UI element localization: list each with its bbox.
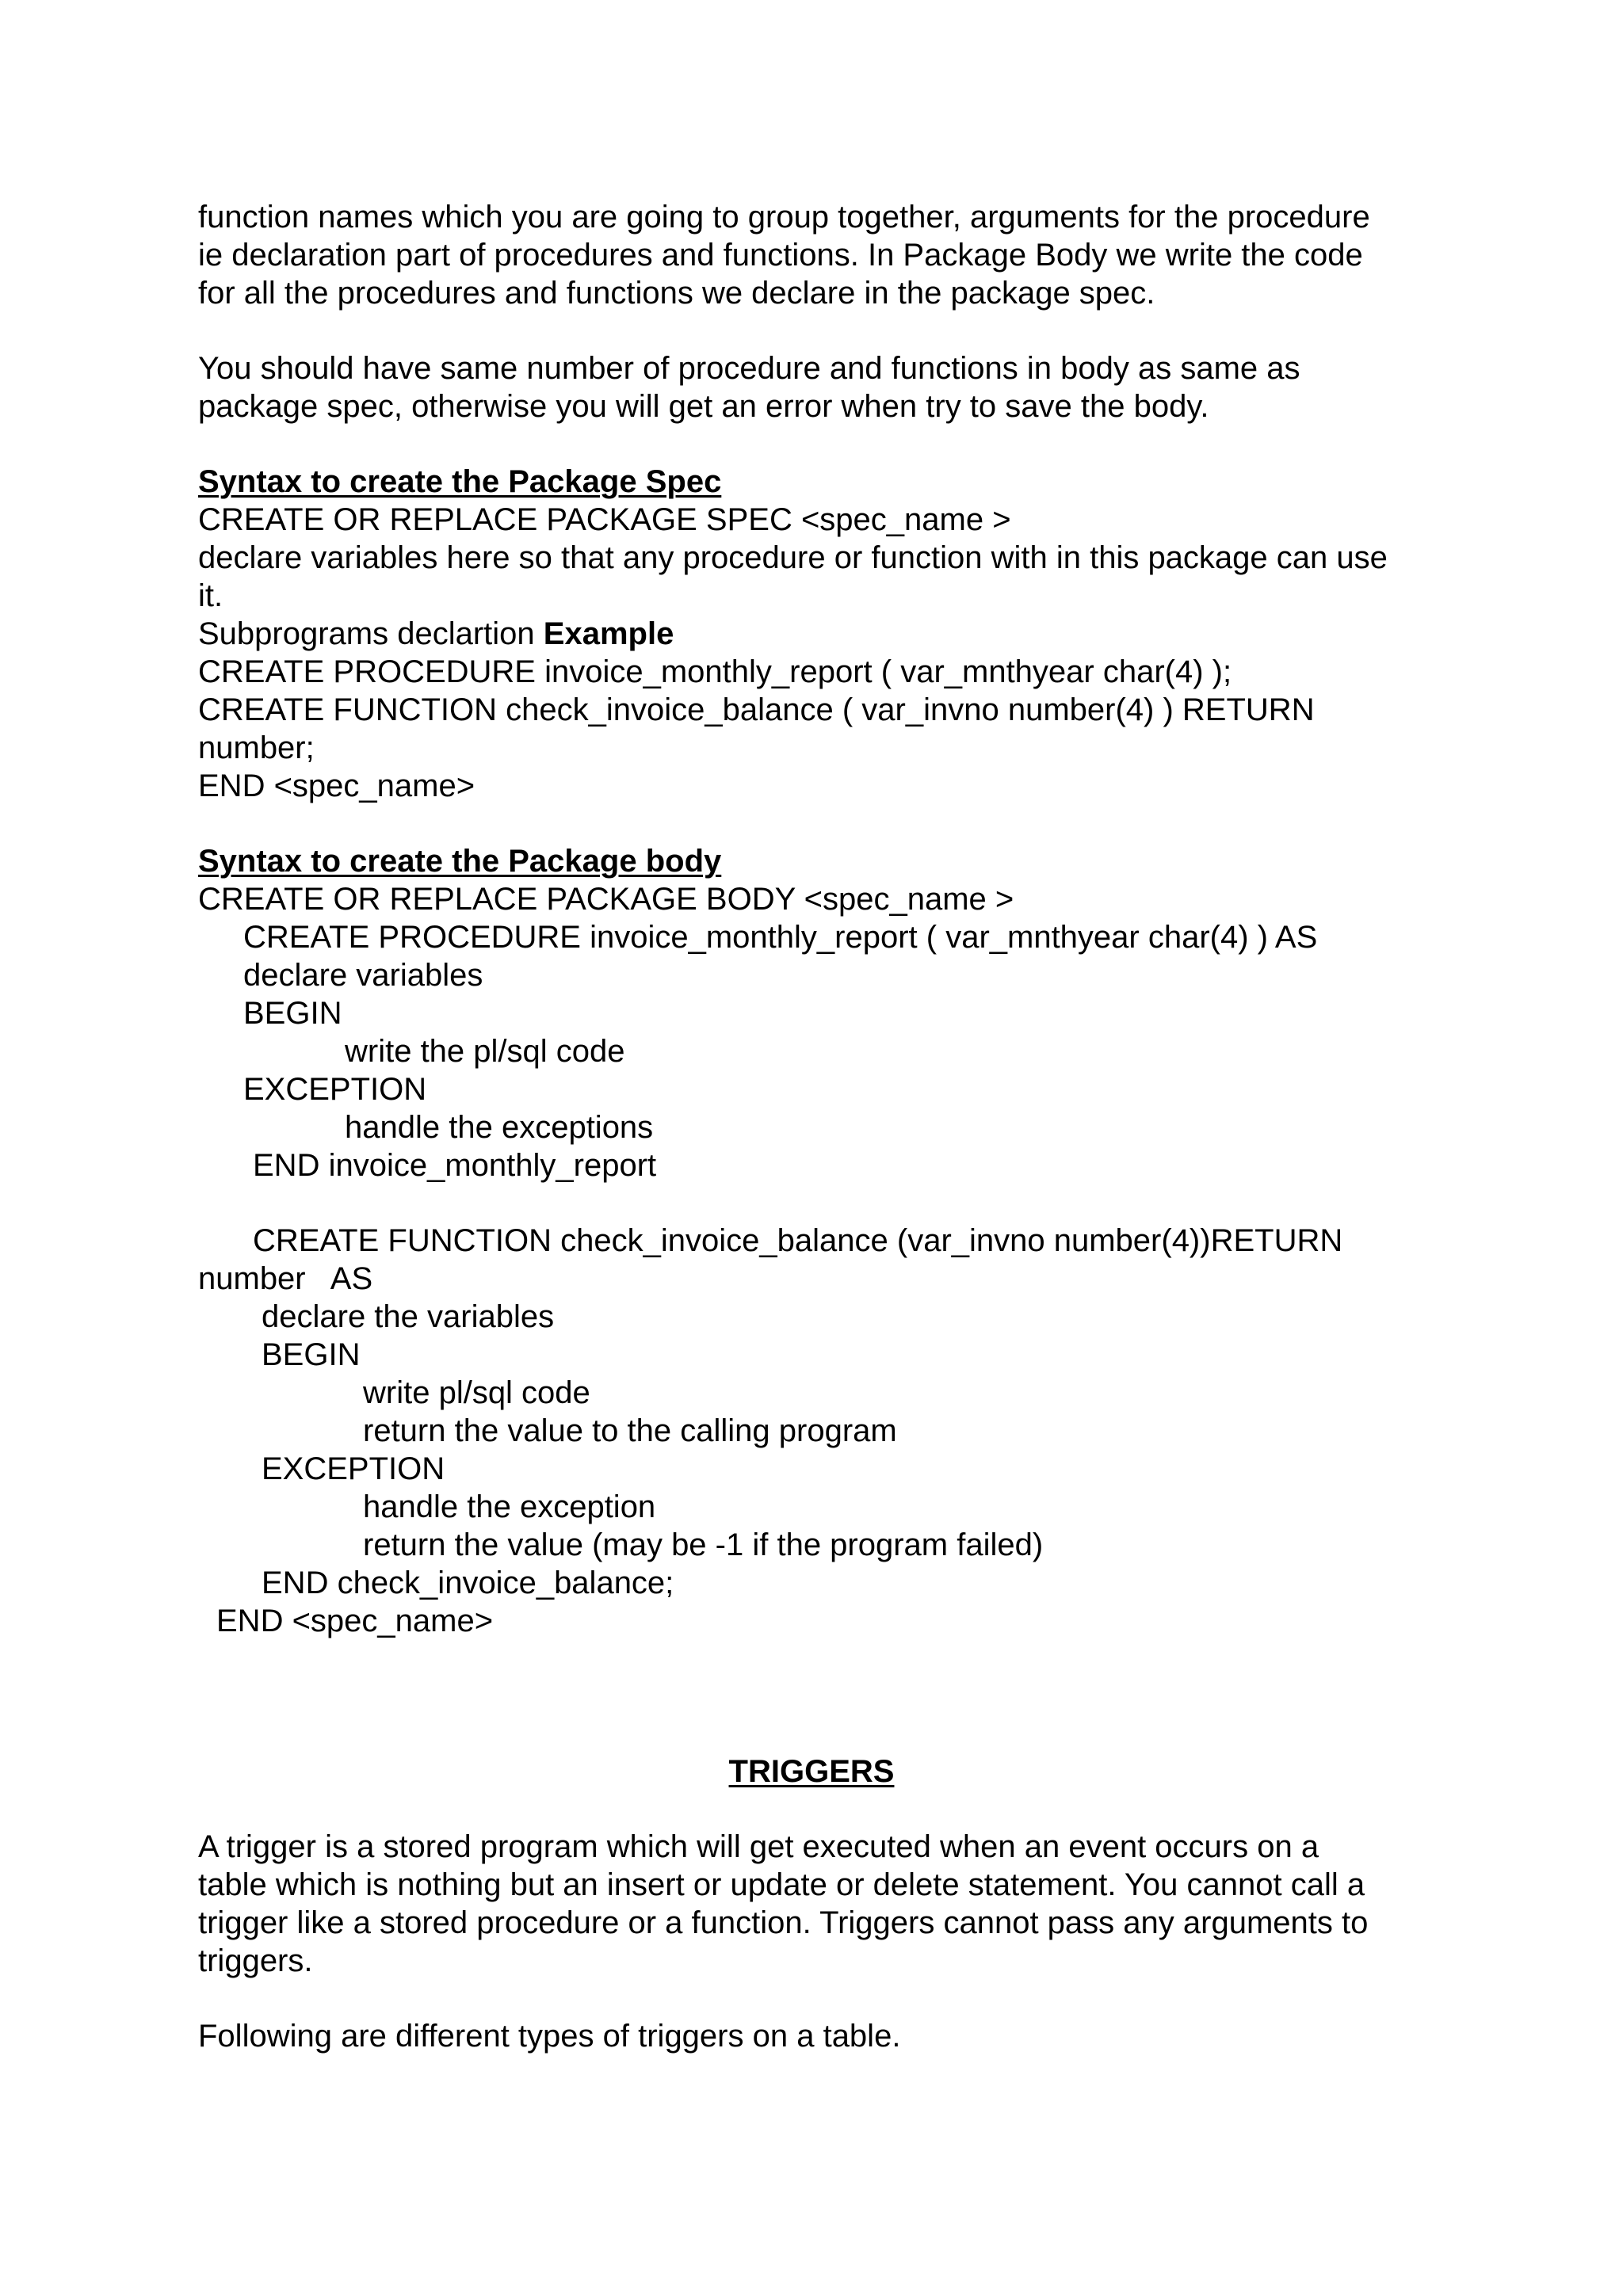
body-line: CREATE FUNCTION check_invoice_balance (var_invno number(4))RETURN bbox=[253, 1223, 1343, 1258]
body-line: EXCEPTION bbox=[262, 1451, 445, 1486]
triggers-line: trigger like a stored procedure or a function. Triggers cannot pass any arguments to bbox=[198, 1905, 1369, 1940]
body-line: EXCEPTION bbox=[243, 1072, 427, 1107]
body-line: number AS bbox=[198, 1261, 373, 1296]
body-line: END check_invoice_balance; bbox=[262, 1566, 674, 1600]
intro-line: function names which you are going to group together, arguments for the procedure bbox=[198, 200, 1370, 235]
body-line: END <spec_name> bbox=[216, 1604, 494, 1638]
spec-line: it. bbox=[198, 578, 223, 613]
spec-example-label: Example bbox=[543, 616, 674, 651]
body-line: write pl/sql code bbox=[363, 1375, 590, 1410]
spec-heading: Syntax to create the Package Spec bbox=[198, 464, 722, 499]
intro-line: You should have same number of procedure and functions in body as same as bbox=[198, 351, 1300, 386]
intro-line: package spec, otherwise you will get an error when try to save the body. bbox=[198, 389, 1209, 424]
body-line: write the pl/sql code bbox=[345, 1034, 625, 1069]
body-line: handle the exception bbox=[363, 1489, 656, 1524]
body-line: CREATE PROCEDURE invoice_monthly_report ( var_mnthyear char(4) ) AS bbox=[243, 920, 1318, 955]
body-heading: Syntax to create the Package body bbox=[198, 844, 722, 879]
spec-line: CREATE FUNCTION check_invoice_balance ( var_invno number(4) ) RETURN bbox=[198, 692, 1315, 727]
triggers-line: A trigger is a stored program which will get executed when an event occurs on a bbox=[198, 1829, 1319, 1864]
body-line: return the value to the calling program bbox=[363, 1413, 897, 1448]
spec-line: END <spec_name> bbox=[198, 769, 475, 803]
body-line: return the value (may be -1 if the program failed) bbox=[363, 1527, 1044, 1562]
body-line: CREATE OR REPLACE PACKAGE BODY <spec_name > bbox=[198, 882, 1014, 917]
spec-line: declare variables here so that any procedure or function with in this package can use bbox=[198, 540, 1388, 575]
body-line: declare the variables bbox=[262, 1299, 555, 1334]
body-line: declare variables bbox=[243, 958, 483, 993]
spec-subprograms-text: Subprograms declartion bbox=[198, 616, 544, 651]
spec-line: CREATE OR REPLACE PACKAGE SPEC <spec_name > bbox=[198, 502, 1011, 537]
triggers-line: Following are different types of triggers on a table. bbox=[198, 2019, 901, 2054]
spec-line: CREATE PROCEDURE invoice_monthly_report ( var_mnthyear char(4) ); bbox=[198, 654, 1232, 689]
triggers-heading: TRIGGERS bbox=[728, 1754, 895, 1789]
spec-line: number; bbox=[198, 730, 315, 765]
intro-line: for all the procedures and functions we declare in the package spec. bbox=[198, 276, 1155, 311]
body-line: BEGIN bbox=[243, 996, 342, 1031]
body-line: BEGIN bbox=[262, 1337, 361, 1372]
intro-line: ie declaration part of procedures and functions. In Package Body we write the code bbox=[198, 238, 1363, 273]
triggers-line: table which is nothing but an insert or update or delete statement. You cannot call a bbox=[198, 1867, 1365, 1902]
triggers-line: triggers. bbox=[198, 1943, 313, 1978]
body-line: END invoice_monthly_report bbox=[253, 1148, 657, 1183]
body-line: handle the exceptions bbox=[345, 1110, 654, 1145]
spec-line bbox=[198, 615, 674, 653]
